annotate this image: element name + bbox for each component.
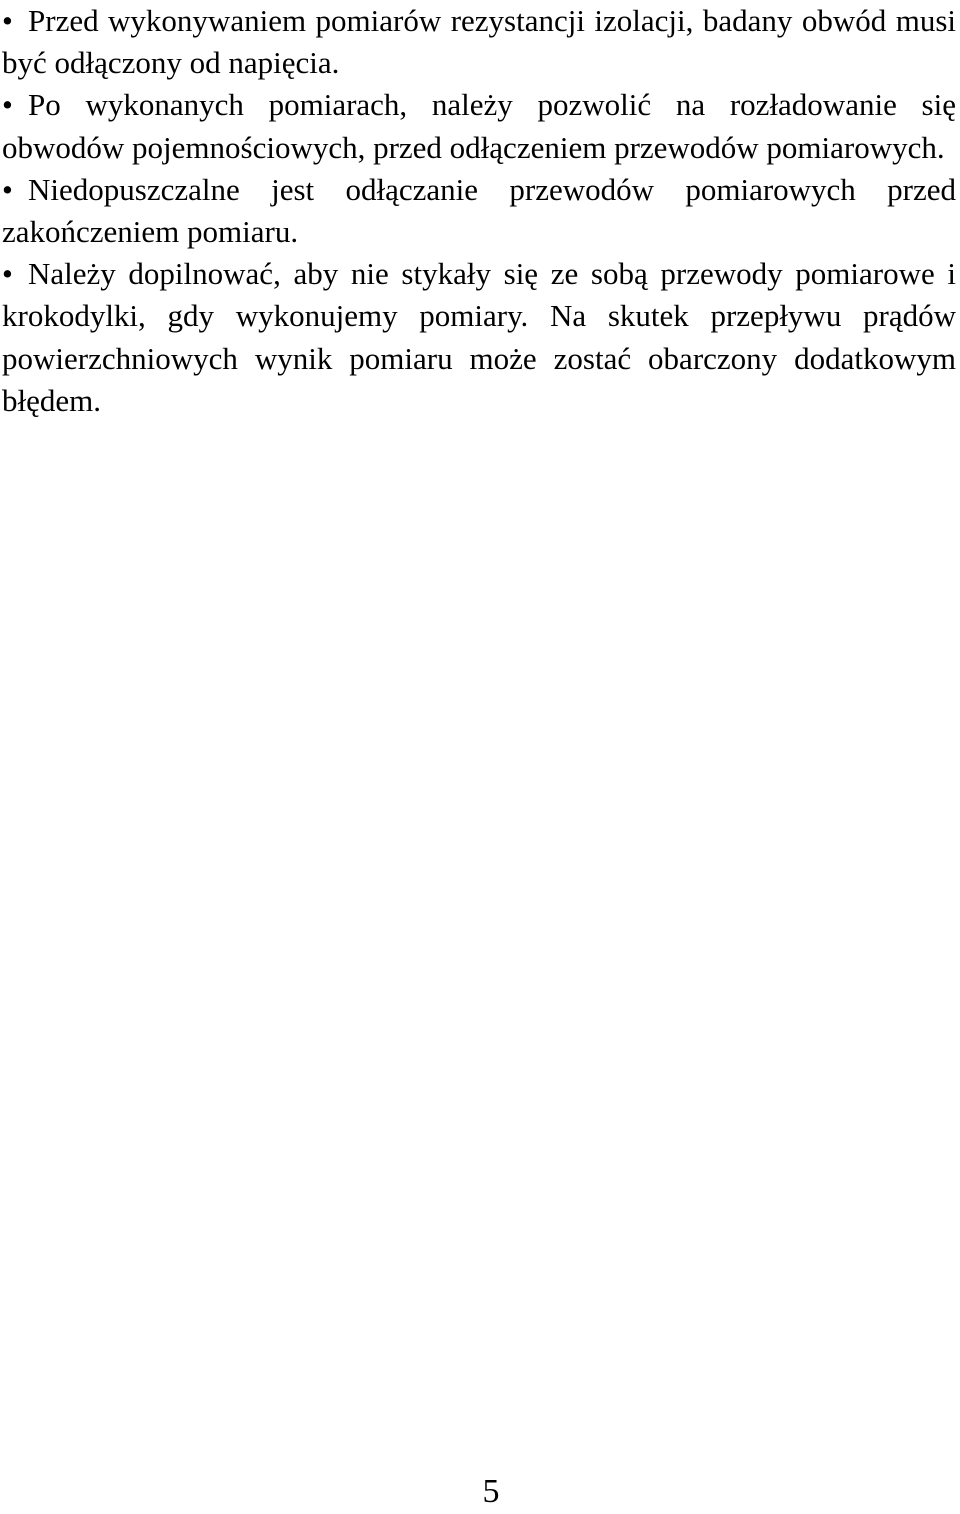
bullet-icon: • — [2, 87, 13, 123]
paragraph-text: Niedopuszczalne jest odłączanie przewodów pomiarowych przed zakończeniem pomiaru. — [2, 171, 956, 250]
bullet-icon: • — [2, 3, 13, 38]
bullet-paragraph-1 — [2, 0, 956, 84]
document-body — [2, 0, 956, 422]
paragraph-text: Po wykonanych pomiarach, należy pozwolić na rozładowanie się obwodów pojemnościowych, przed odłączeniem przewodów pomiarowych. — [2, 87, 956, 165]
bullet-icon: • — [2, 256, 13, 292]
paragraph-text: Przed wykonywaniem pomiarów rezystancji izolacji, badany obwód musi być odłączony od napięcia. — [2, 3, 956, 81]
bullet-paragraph-4 — [2, 253, 956, 422]
bullet-paragraph-2 — [2, 84, 956, 168]
page-number-text: 5 — [482, 1473, 500, 1510]
paragraph-text: Należy dopilnować, aby nie stykały się ze sobą przewody pomiarowe i krokodylki, gdy wykonujemy pomiary. Na skutek przepływu prądów powierzchniowych wynik pomiaru może zostać obarczony dodatkowym błędem. — [2, 256, 956, 418]
bullet-icon: • — [2, 171, 13, 207]
bullet-paragraph-3 — [2, 169, 956, 253]
page-number — [0, 1472, 960, 1512]
